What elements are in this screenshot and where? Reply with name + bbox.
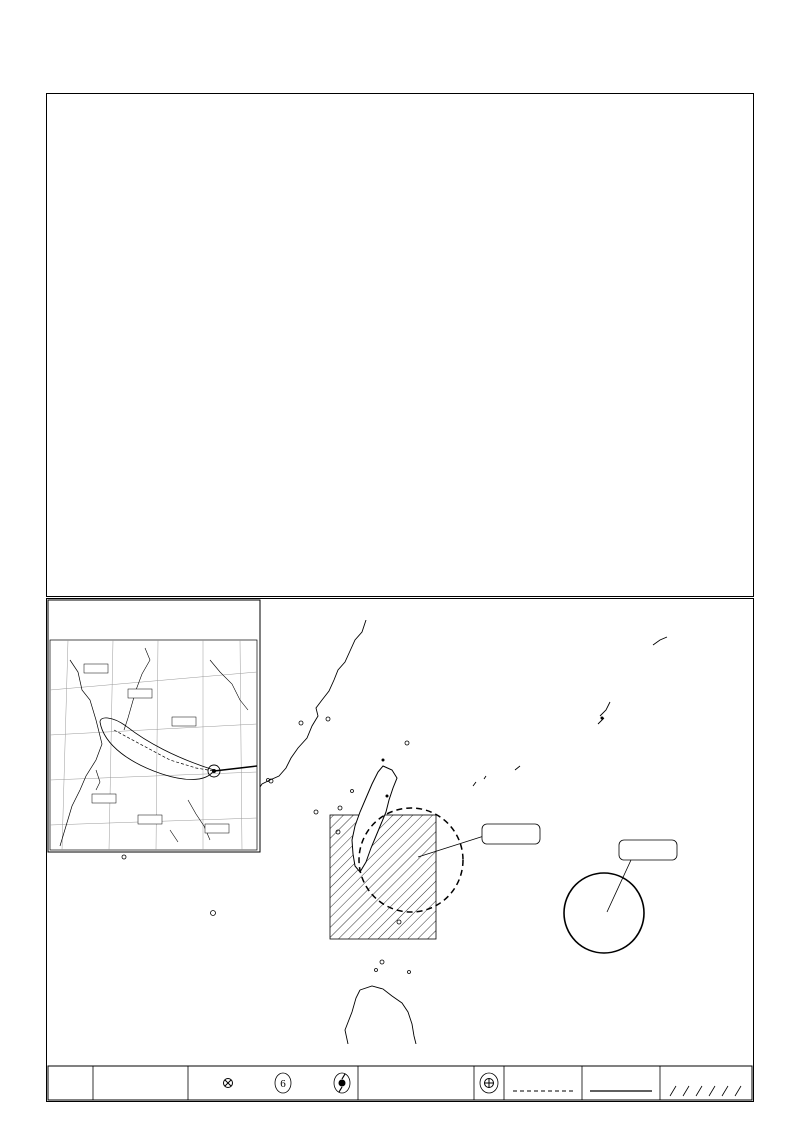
luzon-island bbox=[345, 986, 416, 1044]
forecast-time-box bbox=[482, 824, 540, 844]
current-time-box bbox=[619, 840, 677, 860]
map-svg bbox=[47, 599, 753, 1101]
china-coastline bbox=[258, 620, 366, 790]
pta-inset bbox=[48, 600, 260, 852]
current-callout-line bbox=[607, 860, 631, 912]
warning-map bbox=[46, 598, 754, 1102]
legend bbox=[48, 1066, 752, 1100]
ryukyu-islands bbox=[473, 637, 667, 786]
warning-area-hatch bbox=[330, 815, 436, 939]
current-radius-circle bbox=[564, 873, 644, 953]
bulletin-panel bbox=[46, 93, 754, 597]
svg-text:6: 6 bbox=[280, 1078, 286, 1090]
